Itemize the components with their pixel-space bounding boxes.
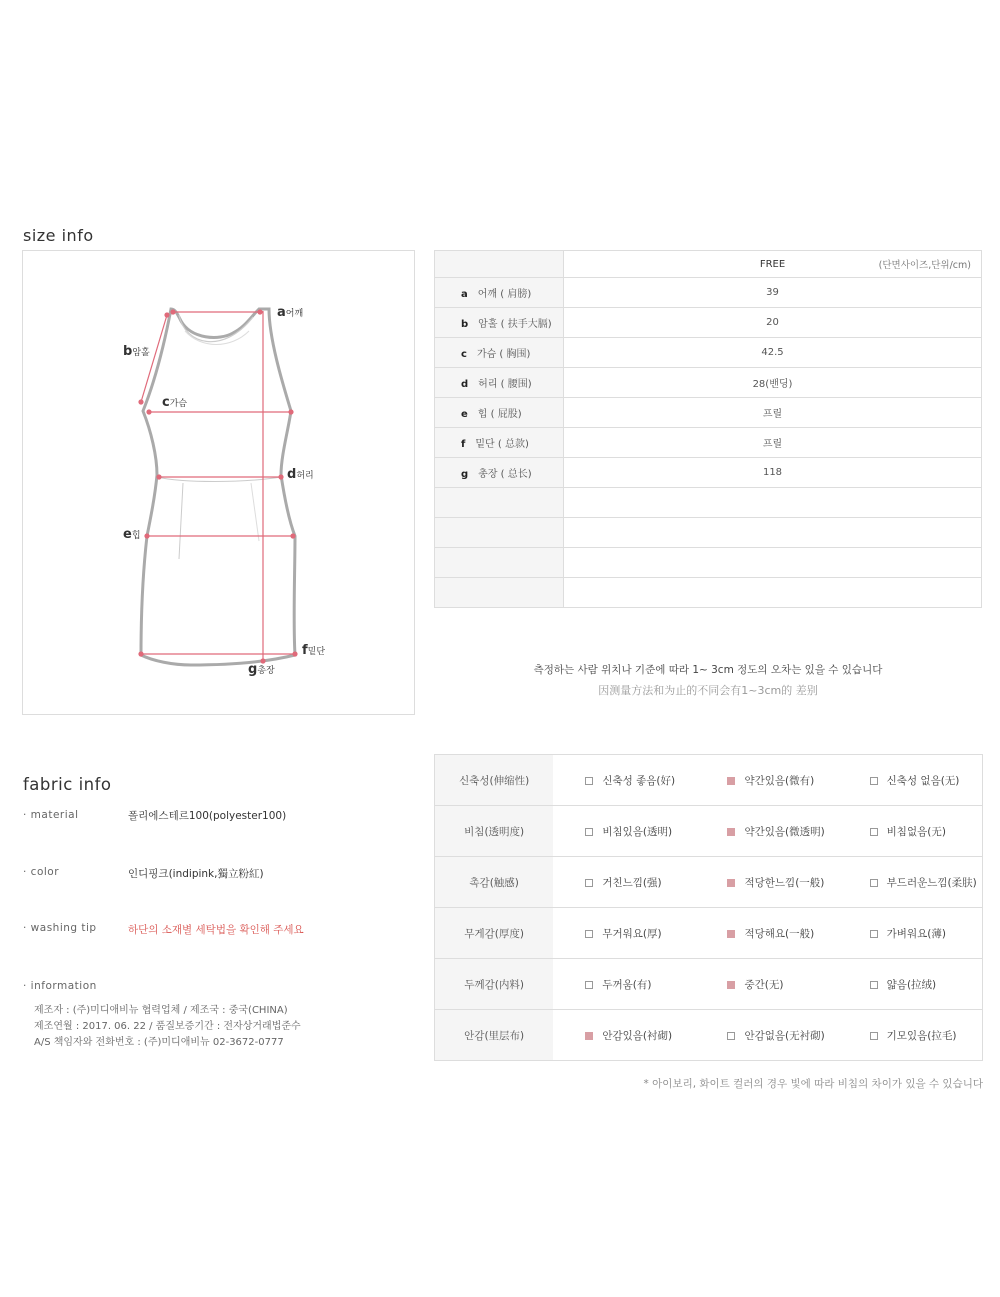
info-line-3: A/S 책임자와 전화번호 : (주)미디애비뉴 02-3672-0777 [34, 1037, 284, 1048]
size-header-free: FREE [759, 258, 786, 270]
size-row-letter: d [461, 379, 469, 390]
size-row-value [564, 578, 982, 608]
info-line-2: 제조연월 : 2017. 06. 22 / 품질보증기간 : 전자상거래법준수 [34, 1021, 301, 1032]
size-table-row [435, 548, 982, 578]
fabric-option-label: 무거워요(厚) [602, 927, 662, 940]
fabric-option [838, 959, 983, 1010]
fabric-option-label: 비침없음(无) [886, 825, 946, 838]
size-row-letter: f [461, 439, 466, 450]
size-row-value: 42.5 [564, 338, 982, 368]
fabric-option [553, 959, 695, 1010]
unchecked-box-icon [870, 879, 878, 887]
fabric-option [695, 908, 837, 959]
size-table-row [435, 368, 982, 398]
unchecked-box-icon [870, 981, 878, 989]
size-row-name: 허리 ( 腰围) [478, 379, 532, 390]
size-info-title: size info [23, 226, 94, 245]
checked-box-icon [727, 828, 735, 836]
size-row-name: 가슴 ( 胸围) [476, 349, 531, 360]
size-row-label [435, 488, 564, 518]
measurement-note-ko: 측정하는 사람 위치나 기준에 따라 1~ 3cm 정도의 오차는 있을 수 있습니다 [533, 664, 883, 676]
material-label: · material [23, 809, 79, 821]
size-table-corner [435, 251, 564, 278]
measure-dot [165, 313, 169, 317]
fabric-option-label: 신축성 좋음(好) [602, 774, 676, 787]
fabric-option-label: 약간있음(微透明) [744, 825, 825, 838]
fabric-row [435, 857, 983, 908]
fabric-row-label: 비침(透明度) [435, 806, 554, 857]
diagram-label-e: e힙 [123, 527, 141, 542]
size-row-label [435, 518, 564, 548]
fabric-row-label: 신축성(伸缩性) [435, 755, 554, 806]
unchecked-box-icon [585, 879, 593, 887]
size-row-value: 39 [564, 278, 982, 308]
fabric-option-label: 기모있음(拉毛) [886, 1029, 957, 1042]
fabric-option [695, 959, 837, 1010]
measure-dot [293, 652, 297, 656]
measure-dot [145, 534, 149, 538]
measure-dot [258, 310, 262, 314]
size-table-row [435, 428, 982, 458]
fabric-row [435, 755, 983, 806]
size-row-name: 힙 ( 屁股) [477, 409, 522, 420]
measure-dot [157, 475, 161, 479]
fabric-option [838, 806, 983, 857]
fabric-option [838, 908, 983, 959]
checked-box-icon [727, 777, 735, 785]
size-table-row [435, 338, 982, 368]
color-label: · color [23, 866, 60, 878]
size-table-row [435, 278, 982, 308]
unchecked-box-icon [585, 828, 593, 836]
measure-dot [289, 410, 293, 414]
measure-dot [139, 400, 143, 404]
fabric-footnote: * 아이보리, 화이트 컬러의 경우 빛에 따라 비침의 차이가 있을 수 있습니다 [643, 1078, 983, 1090]
checked-box-icon [727, 981, 735, 989]
size-row-value: 프릴 [564, 398, 982, 428]
size-row-label [435, 458, 564, 488]
size-table-row [435, 488, 982, 518]
size-table-row [435, 458, 982, 488]
unchecked-box-icon [870, 930, 878, 938]
diagram-label-d: d허리 [287, 467, 314, 482]
fabric-option-label: 적당한느낌(一般) [744, 876, 825, 889]
dress-illustration [23, 251, 416, 716]
unit-note: (단면사이즈,단위/cm) [878, 260, 971, 271]
size-row-value: 28(밴딩) [564, 368, 982, 398]
size-row-name: 밑단 ( 总款) [475, 439, 529, 450]
size-row-name: 어깨 ( 肩膀) [477, 289, 532, 300]
fabric-row [435, 908, 983, 959]
size-row-letter: g [461, 469, 469, 480]
size-table-header [435, 251, 982, 278]
diagram-label-c: c가슴 [162, 395, 188, 410]
size-row-letter: e [461, 409, 468, 420]
unchecked-box-icon [585, 930, 593, 938]
size-row-letter: a [461, 289, 468, 300]
size-table-row [435, 308, 982, 338]
fabric-option [695, 755, 837, 806]
measure-dot [279, 475, 283, 479]
size-row-value [564, 548, 982, 578]
checked-box-icon [727, 930, 735, 938]
diagram-label-b: b암홀 [123, 344, 150, 359]
fabric-row-label: 두께감(内料) [435, 959, 554, 1010]
fabric-option [695, 857, 837, 908]
size-row-letter: b [461, 319, 469, 330]
size-row-value [564, 488, 982, 518]
size-table-row [435, 518, 982, 548]
size-row-label [435, 278, 564, 308]
size-row-name: 암홀 ( 扶手大膈) [478, 319, 552, 330]
fabric-info-title: fabric info [23, 775, 112, 794]
size-header-cell [564, 251, 982, 278]
fabric-row-label: 안감(里层布) [435, 1010, 554, 1061]
measure-dot [147, 410, 151, 414]
fabric-option-label: 중간(无) [744, 978, 784, 991]
measure-dot [291, 534, 295, 538]
washing-tip-label: · washing tip [23, 922, 97, 934]
fabric-row-label: 촉감(触感) [435, 857, 554, 908]
size-row-label [435, 368, 564, 398]
size-row-value [564, 518, 982, 548]
diagram-label-f: f밑단 [302, 643, 326, 658]
material-value: 폴리에스테르100(polyester100) [128, 810, 287, 822]
fabric-option-label: 안감없음(无衬砌) [744, 1029, 825, 1042]
size-row-value: 20 [564, 308, 982, 338]
unchecked-box-icon [870, 777, 878, 785]
size-row-label [435, 398, 564, 428]
fabric-option-label: 비침있음(透明) [602, 825, 673, 838]
fabric-row [435, 806, 983, 857]
size-row-label [435, 578, 564, 608]
fabric-row [435, 959, 983, 1010]
unchecked-box-icon [585, 981, 593, 989]
fabric-option [553, 857, 695, 908]
info-line-1: 제조자 : (주)미디애비뉴 협력업체 / 제조국 : 중국(CHINA) [34, 1005, 288, 1016]
size-diagram [22, 250, 415, 715]
unchecked-box-icon [870, 828, 878, 836]
size-row-value: 118 [564, 458, 982, 488]
size-row-name: 총장 ( 总长) [478, 469, 532, 480]
fabric-option-label: 얇음(拉绒) [886, 978, 937, 991]
fabric-option [838, 857, 983, 908]
fabric-option-label: 안감있음(衬砌) [602, 1029, 673, 1042]
size-table [434, 250, 982, 608]
measure-dot [171, 310, 175, 314]
fabric-option [553, 1010, 695, 1061]
checked-box-icon [585, 1032, 593, 1040]
size-row-value: 프릴 [564, 428, 982, 458]
size-table-row [435, 398, 982, 428]
fabric-row [435, 1010, 983, 1061]
unchecked-box-icon [585, 777, 593, 785]
size-row-letter: c [461, 349, 467, 360]
fabric-option [695, 1010, 837, 1061]
fabric-option [553, 755, 695, 806]
size-row-label [435, 428, 564, 458]
fabric-option-label: 가벼워요(薄) [886, 927, 946, 940]
washing-tip-value: 하단의 소재별 세탁법을 확인해 주세요 [128, 924, 304, 936]
unchecked-box-icon [727, 1032, 735, 1040]
fabric-option [838, 755, 983, 806]
size-row-label [435, 338, 564, 368]
fabric-option-label: 두꺼움(有) [602, 978, 652, 991]
fabric-option [838, 1010, 983, 1061]
fabric-option-label: 거친느낌(强) [602, 876, 662, 889]
fabric-option-label: 부드러운느낌(柔肤) [886, 876, 977, 889]
fabric-option-label: 약간있음(微有) [744, 774, 815, 787]
diagram-label-a: a어깨 [277, 305, 304, 320]
unchecked-box-icon [870, 1032, 878, 1040]
fabric-option [553, 806, 695, 857]
diagram-label-g: g총장 [248, 662, 275, 677]
size-row-label [435, 308, 564, 338]
dress-outline [141, 309, 295, 665]
fabric-option [553, 908, 695, 959]
size-table-row [435, 578, 982, 608]
checked-box-icon [727, 879, 735, 887]
color-value: 인디핑크(indipink,獨立粉紅) [128, 868, 264, 880]
fabric-option-label: 적당해요(一般) [744, 927, 815, 940]
fabric-row-label: 무게감(厚度) [435, 908, 554, 959]
size-row-label [435, 548, 564, 578]
measure-dot [139, 652, 143, 656]
information-label: · information [23, 980, 97, 992]
fabric-option [695, 806, 837, 857]
fabric-option-label: 신축성 없음(无) [886, 774, 960, 787]
fabric-properties-table [434, 754, 983, 1061]
measurement-note-cn: 因测量方法和为止的不同会有1~3cm的 差别 [598, 684, 818, 697]
